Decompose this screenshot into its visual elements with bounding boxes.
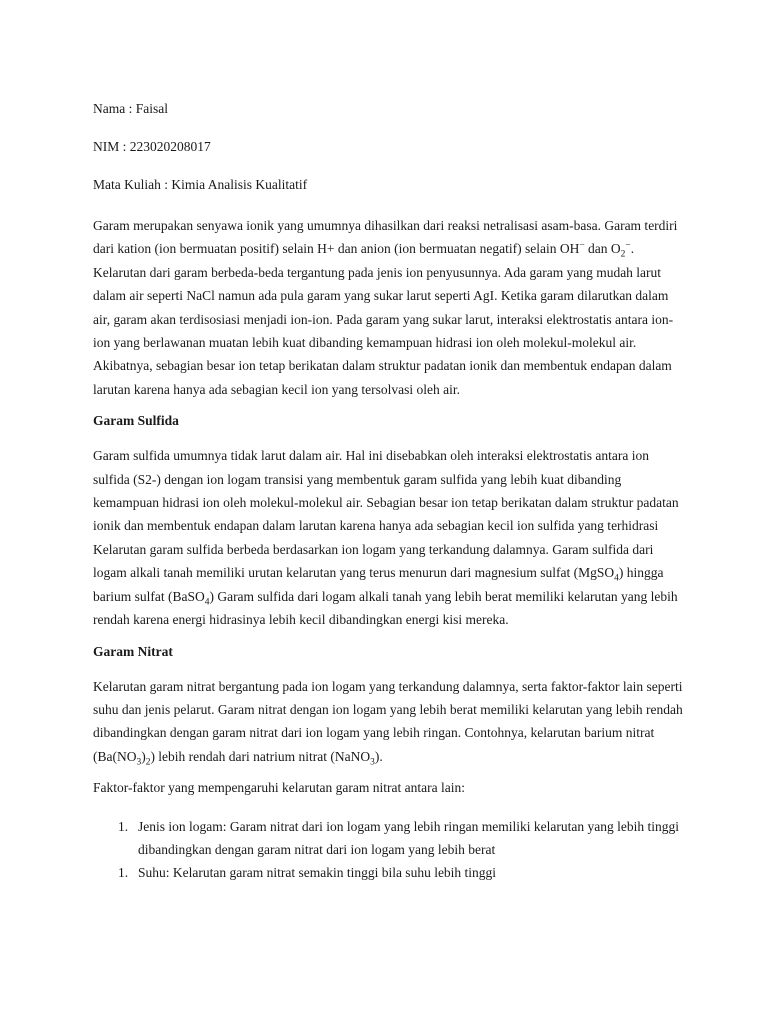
list-item-number: 1. [118, 819, 129, 835]
course-name: Mata Kuliah : Kimia Analisis Kualitatif [93, 177, 308, 192]
factors-list [93, 815, 683, 884]
intro-text-3: . Kelarutan dari garam berbeda-beda tergantung pada jenis ion penyusunnya. Ada garam yang mudah larut dalam air seperti NaCl namun ada pula garam yang sukar larut seperti AgI. Ketika garam dilarutkan dalam air, garam akan terdisosiasi menjadi ion-ion. Pada garam yang sukar larut, interaksi elektrostatis antara ion-ion yang berlawanan muatan lebih kuat dibanding kemampuan hidrasi ion oleh molekul-molekul air. Akibatnya, sebagian besar ion tetap berikatan dalam struktur padatan ionik dan membentuk endapan dalam larutan karena hanya ada sebagian kecil ion yang tersolvasi oleh air. [93, 241, 674, 397]
intro-sup-2: − [625, 240, 631, 251]
sulfida-paragraph [93, 444, 683, 631]
heading-garam-sulfida: Garam Sulfida [93, 413, 179, 429]
nitrat-text-4: ). [374, 748, 383, 764]
list-item [93, 815, 683, 861]
factors-intro: Faktor-faktor yang mempengaruhi kelarutan garam nitrat antara lain: [93, 780, 465, 796]
sulfida-text-2: ) hingga barium sulfat (BaSO [93, 565, 664, 604]
intro-text-1: Garam merupakan senyawa ionik yang umumnya dihasilkan dari reaksi netralisasi asam-basa. Garam terdiri dari kation (ion bermuatan positif) selain H+ dan anion (ion bermuatan negatif) selain OH [93, 218, 678, 257]
student-name: Nama : Faisal [93, 101, 168, 116]
nitrat-sub-3: 3 [370, 757, 375, 768]
intro-sup-1: − [579, 240, 585, 251]
intro-text-2: dan O [584, 241, 621, 257]
sulfida-text-1: Garam sulfida umumnya tidak larut dalam air. Hal ini disebabkan oleh interaksi elektrostatis antara ion sulfida (S2-) dengan ion logam transisi yang membentuk garam sulfida yang lebih kuat dibanding kemampuan hidrasi ion oleh molekul-molekul air. Sebagian besar ion tetap berikatan dalam struktur padatan ionik dan membentuk endapan dalam larutan karena hanya ada sebagian kecil ion sulfida yang terhidrasi Kelarutan garam sulfida berbeda berdasarkan ion logam yang terkandung dalamnya. Garam sulfida dari logam alkali tanah memiliki urutan kelarutan yang terus menurun dari magnesium sulfat (MgSO [93, 448, 679, 581]
list-item [93, 861, 683, 884]
student-nim: NIM : 223020208017 [93, 139, 211, 154]
sulfida-sub-1: 4 [614, 573, 619, 584]
nitrat-text-3: ) lebih rendah dari natrium nitrat (NaNO [150, 748, 371, 764]
nitrat-text-1: Kelarutan garam nitrat bergantung pada ion logam yang terkandung dalamnya, serta faktor-faktor lain seperti suhu dan jenis pelarut. Garam nitrat dengan ion logam yang lebih berat memiliki kelarutan yang lebih rendah dibandingkan dengan garam nitrat dari ion logam yang lebih ringan. Contohnya, kelarutan barium nitrat (Ba(NO [93, 678, 683, 764]
sulfida-text-3: ) Garam sulfida dari logam alkali tanah yang lebih berat memiliki kelarutan yang lebih rendah karena energi hidrasinya lebih kecil dibandingkan energi kisi mereka. [93, 588, 678, 628]
nitrat-text-2: ) [141, 748, 146, 764]
nitrat-sub-2: 2 [145, 757, 151, 768]
intro-sub-1: 2 [620, 250, 626, 261]
list-item-text: Suhu: Kelarutan garam nitrat semakin tinggi bila suhu lebih tinggi [138, 865, 497, 881]
intro-paragraph [93, 214, 683, 401]
list-item-text: Jenis ion logam: Garam nitrat dari ion logam yang lebih ringan memiliki kelarutan yang lebih tinggi dibandingkan dengan garam nitrat dari ion logam yang lebih berat [138, 819, 680, 858]
nitrat-paragraph [93, 675, 683, 769]
sulfida-sub-2: 4 [204, 597, 210, 608]
heading-garam-nitrat: Garam Nitrat [93, 643, 173, 659]
nitrat-sub-1: 3 [136, 757, 142, 768]
list-item-number: 1. [118, 865, 129, 881]
document-page [93, 100, 683, 884]
